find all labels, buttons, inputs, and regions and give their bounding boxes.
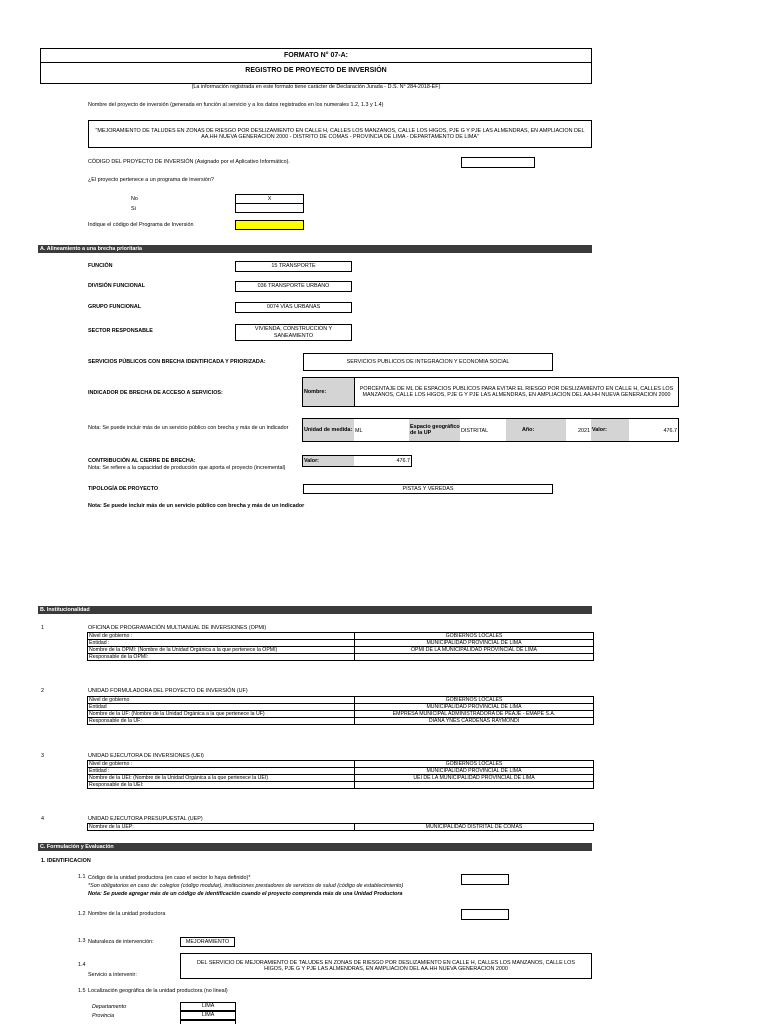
tipologia-field: PISTAS Y VEREDAS [303, 484, 553, 494]
block-number: 3 [41, 753, 44, 759]
row-value: DIANA YNES CARDENAS RAYMONDI [355, 718, 594, 725]
row-label: Nombre de la UF: (Nombre de la Unidad Orgánica a la que pertenece la UF) [88, 711, 355, 718]
uep-table [87, 823, 594, 831]
option-no-label: No [131, 196, 138, 202]
row-label: Responsable de la UEI: [88, 782, 355, 789]
indicador-label: INDICADOR DE BRECHA DE ACCESO A SERVICIOS: [88, 390, 223, 396]
row-value: MUNICIPALIDAD PROVINCIAL DE LIMA [355, 640, 594, 647]
row-value: MUNICIPALIDAD DISTRITAL DE COMAS [355, 824, 594, 831]
indicador-value: PORCENTAJE DE ML DE ESPACIOS PUBLICOS PARA EVITAR EL RIESGO POR DESLIZAMIENTO EN CALLE H, CALLES LOS MANZANOS, CALLE LOS HIGOS, PJE G Y PJE LAS ALMENDRAS, EN AMPLIACION DEL AA.HH NUEVA GENERACION 2000 [359, 385, 674, 398]
table-row [88, 768, 594, 775]
tipologia-label: TIPOLOGÍA DE PROYECTO [88, 486, 159, 492]
block-title: UNIDAD EJECUTORA DE INVERSIONES (UEI) [88, 753, 204, 759]
row-label: Entidad : [88, 640, 355, 647]
funcion-field: 15 TRANSPORTE [235, 261, 352, 272]
distrito-field [180, 1020, 236, 1024]
funcion-label: FUNCIÓN [88, 263, 113, 269]
nota-servicio: Nota: Se puede incluir más de un servicio público con brecha y más de un indicador [88, 503, 305, 509]
servicio-label: Servicio a intervenir: [88, 972, 137, 978]
table-row [88, 718, 594, 725]
row-label: Nivel de gobierno : [88, 761, 355, 768]
row-value: UEI DE LA MUNICIPALIDAD PROVINCIAL DE LIMA [355, 775, 594, 782]
table-row [88, 711, 594, 718]
division-label: DIVISIÓN FUNCIONAL [88, 283, 145, 289]
valor-value: 476.7 [663, 428, 677, 434]
block-title: OFICINA DE PROGRAMACIÓN MULTIANUAL DE INVERSIONES (OPMI) [88, 625, 267, 631]
table-row [88, 640, 594, 647]
contribucion-label: CONTRIBUCIÓN AL CIERRE DE BRECHA: [88, 458, 196, 464]
row-label: Nombre de la UEP: [88, 824, 355, 831]
provincia-label: Provincia [92, 1013, 115, 1019]
nombre-cell: Nombre: [303, 378, 354, 406]
sector-label: SECTOR RESPONSABLE [88, 328, 153, 334]
opmi-table [87, 632, 594, 661]
block-number: 4 [41, 816, 44, 822]
unidad-label-cell: Unidad de medida: [303, 419, 354, 441]
block-number: 2 [41, 688, 44, 694]
localizacion-label: Localización geográfica de la unidad productora (no lineal) [88, 988, 228, 994]
row-value: GOBIERNOS LOCALES [355, 633, 594, 640]
row-value: OPMI DE LA MUNICIPALIDAD PROVINCIAL DE LIMA [355, 647, 594, 654]
uf-table [87, 696, 594, 725]
sector-field: VIVIENDA, CONSTRUCCION Y SANEAMIENTO [235, 324, 352, 341]
row-value [355, 782, 594, 789]
item-number: 1.1 [78, 874, 86, 880]
row-value: MUNICIPALIDAD PROVINCIAL DE LIMA [355, 768, 594, 775]
row-value: EMPRESA MUNICIPAL ADMINISTRADORA DE PEAJE - EMAPE S.A. [355, 711, 594, 718]
servicios-label: SERVICIOS PÚBLICOS CON BRECHA IDENTIFICADA Y PRIORIZADA: [88, 359, 266, 365]
item-number: 1.2 [78, 911, 86, 917]
section-a-header: A. Alineamiento a una brecha prioritaria [38, 245, 592, 253]
departamento-field: LIMA [180, 1002, 236, 1011]
table-row [88, 654, 594, 661]
uei-table [87, 760, 594, 789]
declaration-note: (La información registrada en este formato tiene carácter de Declaración Jurada - D.S. N° 284-2018-EF) [191, 83, 441, 90]
nota-indicador: Nota: Se puede incluir más de un servicio público con brecha y más de un indicador [88, 425, 289, 431]
row-label: Nombre de la UEI: (Nombre de la Unidad Orgánica a la que pertenece la UEI) [88, 775, 355, 782]
division-field: 036 TRANSPORTE URBANO [235, 281, 352, 292]
table-row [88, 761, 594, 768]
option-si-box[interactable] [235, 203, 304, 213]
servicio-field: DEL SERVICIO DE MEJORAMIENTO DE TALUDES EN ZONAS DE RIESGO POR DESLIZAMIENTO EN CALLE H, CALLES LOS MANZANOS, CALLE LOS HIGOS, PJE G Y PJE LAS ALMENDRAS, EN AMPLIACION DEL AA.HH NUEVA GENERACION 2000 [180, 953, 592, 979]
option-si-label: Si [131, 206, 136, 212]
row-label: Responsable de la OPMI: [88, 654, 355, 661]
row-value: GOBIERNOS LOCALES [355, 761, 594, 768]
row-label: Entidad [88, 704, 355, 711]
project-name-field: "MEJORAMIENTO DE TALUDES EN ZONAS DE RIESGO POR DESLIZAMIENTO EN CALLE H, CALLES LOS MANZANOS, CALLE LOS HIGOS, PJE G Y PJE LAS ALMENDRAS, EN AMPLIACION DEL AA.HH NUEVA GENERACION 2000 - DISTRITO DE COMAS - PROVINCIA DE LIMA - DEPARTAMENTO DE LIMA" [88, 120, 592, 148]
table-row [88, 633, 594, 640]
block-title: UNIDAD EJECUTORA PRESUPUESTAL (UEP) [88, 816, 203, 822]
program-code-label: Indique el código del Programa de Inversión [88, 222, 194, 228]
item-number: 1.4 [78, 962, 86, 968]
row-label: Responsable de la UF: [88, 718, 355, 725]
provincia-field: LIMA [180, 1011, 236, 1020]
project-code-label: CÓDIGO DEL PROYECTO DE INVERSIÓN (Asignado por el Aplicativo Informático). [88, 159, 290, 165]
table-row [88, 697, 594, 704]
unidad-productora-name-field[interactable] [461, 909, 509, 920]
section-c-header: C. Formulación y Evaluación [38, 843, 592, 851]
anio-value: 2021 [578, 428, 590, 434]
contribucion-valor-value: 476.7 [396, 458, 410, 464]
table-row [88, 704, 594, 711]
naturaleza-field: MEJORAMIENTO [180, 937, 235, 947]
espacio-value: DISTRITAL [461, 428, 489, 434]
grupo-label: GRUPO FUNCIONAL [88, 304, 142, 310]
row-label: Nivel de gobierno : [88, 633, 355, 640]
row-value: GOBIERNOS LOCALES [355, 697, 594, 704]
servicios-field: SERVICIOS PUBLICOS DE INTEGRACION Y ECONOMIA SOCIAL [303, 353, 553, 371]
naturaleza-label: Naturaleza de intervención: [88, 939, 154, 945]
valor-label-cell: Valor: [591, 419, 629, 441]
option-no-box[interactable]: X [235, 194, 304, 204]
contribucion-note: Nota: Se refiere a la capacidad de producción que aporta el proyecto (incremental) [88, 465, 286, 471]
table-row [88, 647, 594, 654]
table-row [88, 782, 594, 789]
table-row [88, 775, 594, 782]
espacio-label-cell: Espacio geográfico de la UP [409, 419, 460, 441]
row-label: Entidad : [88, 768, 355, 775]
document-title: REGISTRO DE PROYECTO DE INVERSIÓN [245, 66, 387, 74]
unidad-value: ML [355, 428, 363, 434]
item-number: 1.3 [78, 938, 86, 944]
formato-number: FORMATO N° 07-A: [284, 51, 348, 59]
row-label: Nombre de la OPMI: (Nombre de la Unidad Orgánica a la que pertenece la OPMI) [88, 647, 355, 654]
table-row [88, 824, 594, 831]
unidad-productora-name-label: Nombre de la unidad productora [88, 911, 166, 917]
item-number: 1.5 [78, 988, 86, 994]
project-code-field[interactable] [461, 157, 535, 168]
row-value [355, 654, 594, 661]
unidad-productora-code-label: Código de la unidad productora (en caso el sector lo haya definido)* [88, 875, 251, 881]
header-divider [40, 62, 592, 63]
contribucion-valor-label: Valor: [303, 456, 354, 466]
grupo-field: 0074 VÍAS URBANAS [235, 302, 352, 313]
row-label: Nivel de gobierno [88, 697, 355, 704]
program-code-field[interactable] [235, 220, 304, 230]
code-note-bold: Nota: Se puede agregar más de un código de identificación cuando el proyecto comprenda más de una Unidad Productora [88, 891, 403, 897]
program-question: ¿El proyecto pertenece a un programa de inversión? [88, 177, 214, 183]
project-name-label: Nombre del proyecto de inversión (generada en función al servicio y a los datos registrados en los numerales 1.2, 1.3 y 1.4) [88, 102, 384, 108]
block-title: UNIDAD FORMULADORA DEL PROYECTO DE INVERSIÓN (UF) [88, 688, 248, 694]
departamento-label: Departamento [92, 1004, 127, 1010]
identificacion-heading: 1. IDENTIFICACION [41, 858, 91, 864]
unidad-productora-code-field[interactable] [461, 874, 509, 885]
block-number: 1 [41, 625, 44, 631]
row-value: MUNICIPALIDAD PROVINCIAL DE LIMA [355, 704, 594, 711]
section-b-header: B. Institucionalidad [38, 606, 592, 614]
anio-label-cell: Año: [506, 419, 566, 441]
code-note: *Son obligatorios en caso de: colegios (código modular), instituciones prestadores de servicios de salud (código de establecimiento) [88, 883, 404, 889]
